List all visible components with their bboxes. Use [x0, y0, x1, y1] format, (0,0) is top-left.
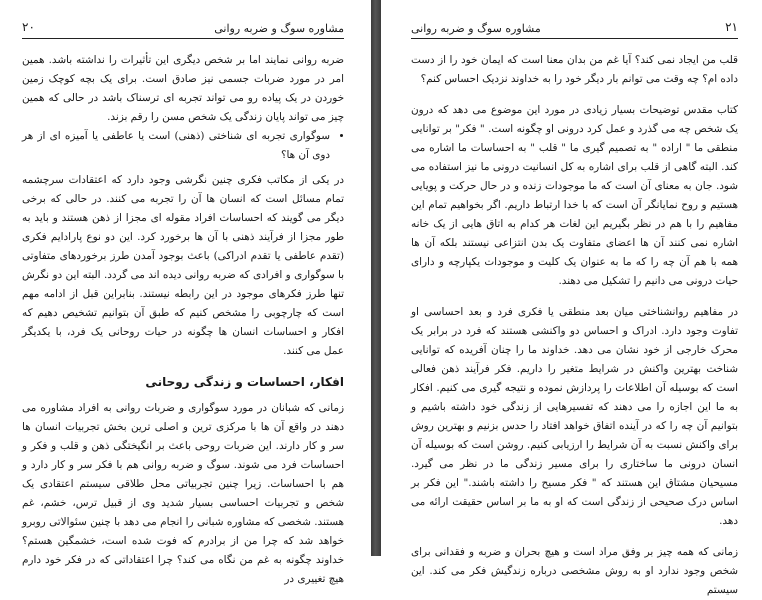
- paragraph: ضربه روانی نمایند اما بر شخص دیگری این تأثیرات را نداشته باشد. همین امر در مورد ضربات جسمی نیز صادق است. برای یک بچه کوچک زمین خوردن در یک پیاده رو می تواند تجربه ای ترسناک باشد در حالی که همین چیز می تواند پایان زندگی یک شخص مسن را رقم بزند.: [22, 54, 344, 123]
- section-heading: افکار، احساسات و زندگی روحانی: [145, 375, 344, 389]
- page-number: ۲۱: [725, 20, 738, 34]
- page-number: ۲۰: [22, 20, 35, 34]
- page-header: [22, 20, 344, 39]
- paragraph: کتاب مقدس توضیحات بسیار زیادی در مورد این موضوع می دهد که درون یک شخص چه می گذرد و عمل کرد درونی او چگونه است. " فکر" بر توانایی منطقی ما " اراده " به تصمیم گیری ما " قلب " به احساسات ما اشاره می کند. البته گاهی از قلب برای اشاره به کل انسانیت درونی ما نیز استفاده می شود. جان به معنای آن است که ما موجودات زنده و در حال حرکت و پویایی هستیم و روح نمایانگر آن است که با خدا ارتباط داریم. اگر بخواهیم تمام این مفاهیم را با هم در نظر بگیریم این لغات هر کدام به اتاق هایی از یک خانه اشاره نمی کنند آن ها اعضای متفاوت یک بدن انتزاعی نیستند بلکه آن ها همه با هم آن چه را که ما به عنوان یک کلیت و موجودات یکپارچه و دارای حیات درونی می دانیم را تشکیل می دهند.: [411, 104, 738, 287]
- bullet-item: • سوگواری تجربه ای شناختی (ذهنی) است یا عاطفی یا آمیزه ای از هر دوی آن ها؟: [22, 127, 330, 165]
- left-page: [0, 0, 371, 585]
- page-header: [411, 20, 738, 39]
- paragraph: در مفاهیم روانشناختی میان بعد منطقی یا فکری فرد و بعد احساسی او تفاوت وجود دارد. ادراک و احساس دو واکنشی هستند که فرد در برابر یک محرک خارجی از خود نشان می دهد. خداوند ما را چنان آفریده که توانایی شناخت بهترین واکنش در شرایط متغیر را داریم. فکر فرآیند ذهن فعالی است که بوسیله آن اطلاعات را پردازش نموده و نتیجه گیری می کنیم. افکار به ما این اجازه را می دهند که تفسیرهایی از زندگی خود داشته باشیم و بتوانیم آن چه را که در آینده اتفاق خواهد افتاد را حدس بزنیم و بهترین روش برای واکنش نسبت به آن شرایط را ارزیابی کنیم. روشن است که بوسیله آن انسان درونی ما ساختاری را برای مسیر زندگی ما در نظر می گیرد. مسیحیان مشتاق این هستند که " فکر مسیح را داشته باشند." این فکر بر اساس درک صحیحی از زندگی است که او به ما بر اساس حقیقت ارائه می دهد.: [411, 306, 738, 527]
- paragraph: زمانی که شبانان در مورد سوگواری و ضربات روانی به افراد مشاوره می دهند در واقع آن ها با مرکزی ترین و اصلی ترین بخش تجربیات انسان ها سر و کار دارند. این ضربات روحی باعث بر انگیختگی ذهن و قلب و فکر و احساسات فرد می شوند. سوگ و ضربه روانی هم با فکر سر و کار دارد و هم با احساسات. زیرا چنین تجربیاتی محل طلاقی سیستم اعتقادی یک شخص و تجربیات احساسی بسیار شدید وی از قبیل ترس، خشم، غم هستند. شخصی که مشاوره شبانی را انجام می دهد با چنین سئوالاتی روبرو خواهد شد که چرا من از برادرم که فوت شده است، خشمگین هستم؟ خداوند چگونه به غم من نگاه می کند؟ چرا اعتقاداتی که در فکر خود دارم هیچ تغییری در: [22, 402, 344, 585]
- paragraph: در یکی از مکاتب فکری چنین نگرشی وجود دارد که اعتقادات سرچشمه تمام مسائل است که انسان ها آن را تجربه می کنند. در حالی که برخی دیگر می گویند که احساسات افراد مقوله ای مجزا از ذهن هستند و باید به طور مجزا از فرآیند ذهنی با آن ها برخورد کرد. این دو نوع پارادایم فکری (تقدم عاطفی یا تقدم ادراکی) باعث بوجود آمدن طرز برخوردهای متفاوتی با سوگواری و افرادی که ضربه روانی دیده اند می گردد. البته این دو نگرش تنها طرز فکرهای موجود در این رابطه نیستند. بنابراین قبل از ادامه مهم است که چارچوبی را مشخص کنیم که طبق آن بتوانیم تشخیص دهیم که افکار و احساسات انسان ها چگونه در حیات روحانی یک فرد، با یکدیگر عمل می کنند.: [22, 174, 344, 357]
- bullet-list: [22, 127, 344, 165]
- running-title: مشاوره سوگ و ضربه روانی: [214, 22, 344, 35]
- running-title: مشاوره سوگ و ضربه روانی: [411, 22, 541, 35]
- book-gutter: [371, 0, 381, 556]
- right-page: [381, 0, 762, 596]
- paragraph: زمانی که همه چیز بر وفق مراد است و هیچ بحران و ضربه و فقدانی برای شخص وجود ندارد او به روش مشخصی درباره زندگیش فکر می کند. این سیستم: [411, 546, 738, 596]
- paragraph: قلب من ایجاد نمی کند؟ آیا غم من بدان معنا است که ایمان خود را از دست داده ام؟ چه وقت می توانم بار دیگر خود را به خداوند نزدیک احساس کنم؟: [411, 54, 738, 85]
